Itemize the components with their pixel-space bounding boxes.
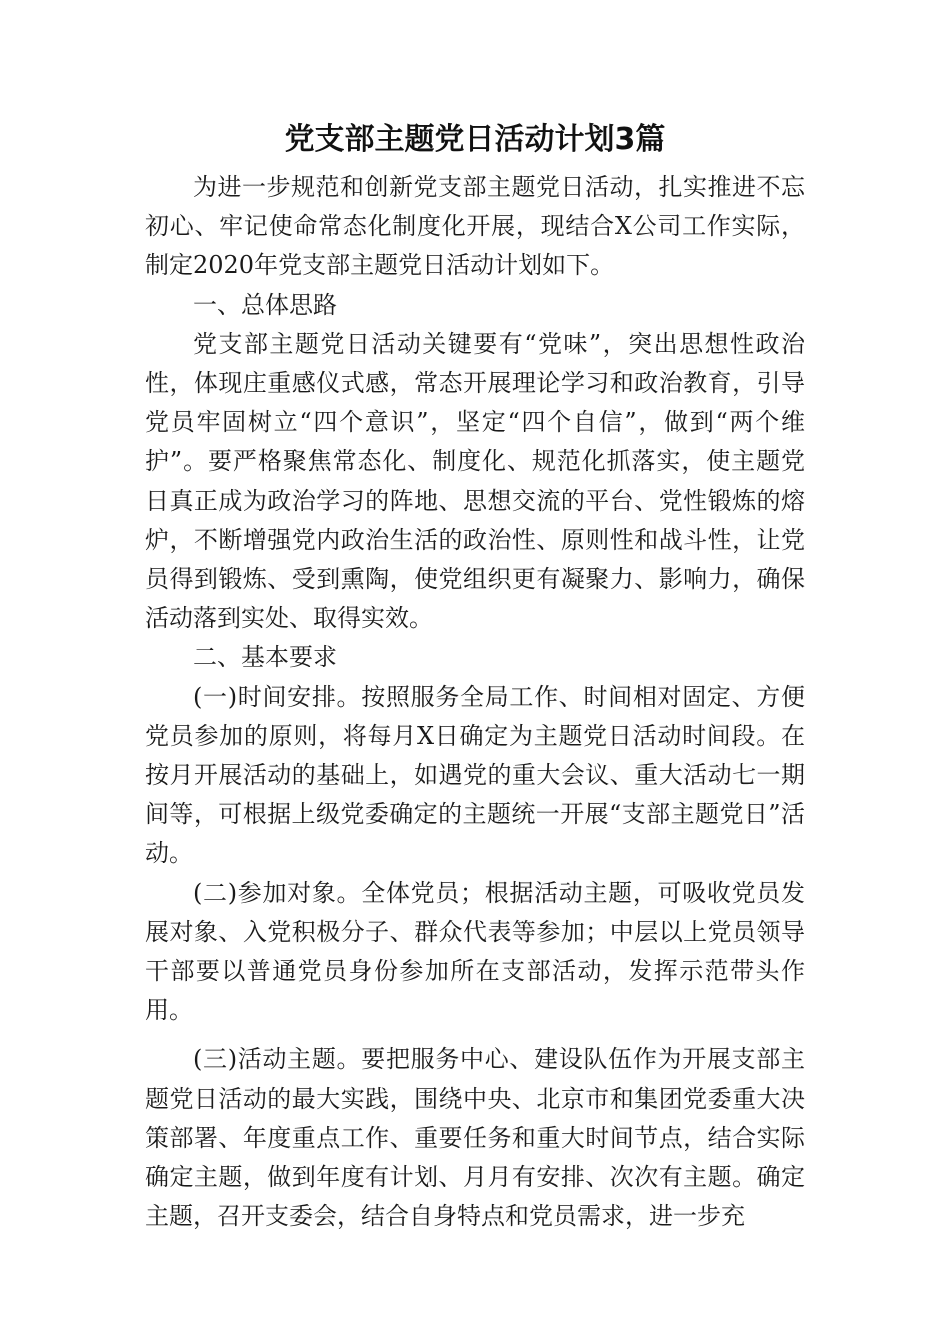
intro-paragraph: 为进一步规范和创新党支部主题党日活动，扎实推进不忘初心、牢记使命常态化制度化开展，现结合X公司工作实际，制定2020年党支部主题党日活动计划如下。 bbox=[145, 173, 805, 280]
requirement-activity-theme: (三)活动主题。要把服务中心、建设队伍作为开展支部主题党日活动的最大实践，围绕中央、北京市和集团党委重大决策部署、年度重点工作、重要任务和重大时间节点，结合实际确定主题，做到年度有计划、月月有安排、次次有主题。确定主题，召开支委会，结合自身特点和党员需求，进一步充 bbox=[145, 1045, 805, 1231]
section-heading-overall-approach: 一、总体思路 bbox=[193, 290, 337, 319]
requirement-participants: (二)参加对象。全体党员；根据活动主题，可吸收党员发展对象、入党积极分子、群众代表等参加；中层以上党员领导干部要以普通党员身份参加所在支部活动，发挥示范带头作用。 bbox=[145, 878, 805, 1025]
overall-approach-paragraph: 党支部主题党日活动关键要有“党味”，突出思想性政治性，体现庄重感仪式感，常态开展理论学习和政治教育，引导党员牢固树立“四个意识”，坚定“四个自信”，做到“两个维护”。要严格聚焦常态化、制度化、规范化抓落实，使主题党日真正成为政治学习的阵地、思想交流的平台、党性锻炼的熔炉，不断增强党内政治生活的政治性、原则性和战斗性，让党员得到锻炼、受到熏陶，使党组织更有凝聚力、影响力，确保活动落到实处、取得实效。 bbox=[145, 329, 805, 633]
section-heading-basic-requirements: 二、基本要求 bbox=[193, 643, 337, 672]
document-body bbox=[145, 168, 805, 1236]
document-title: 党支部主题党日活动计划3篇 bbox=[284, 122, 666, 157]
requirement-time-arrangement: (一)时间安排。按照服务全局工作、时间相对固定、方便党员参加的原则，将每月X日确定为主题党日活动时间段。在按月开展活动的基础上，如遇党的重大会议、重大活动七一期间等，可根据上级党委确定的主题统一开展“支部主题党日”活动。 bbox=[145, 682, 805, 868]
